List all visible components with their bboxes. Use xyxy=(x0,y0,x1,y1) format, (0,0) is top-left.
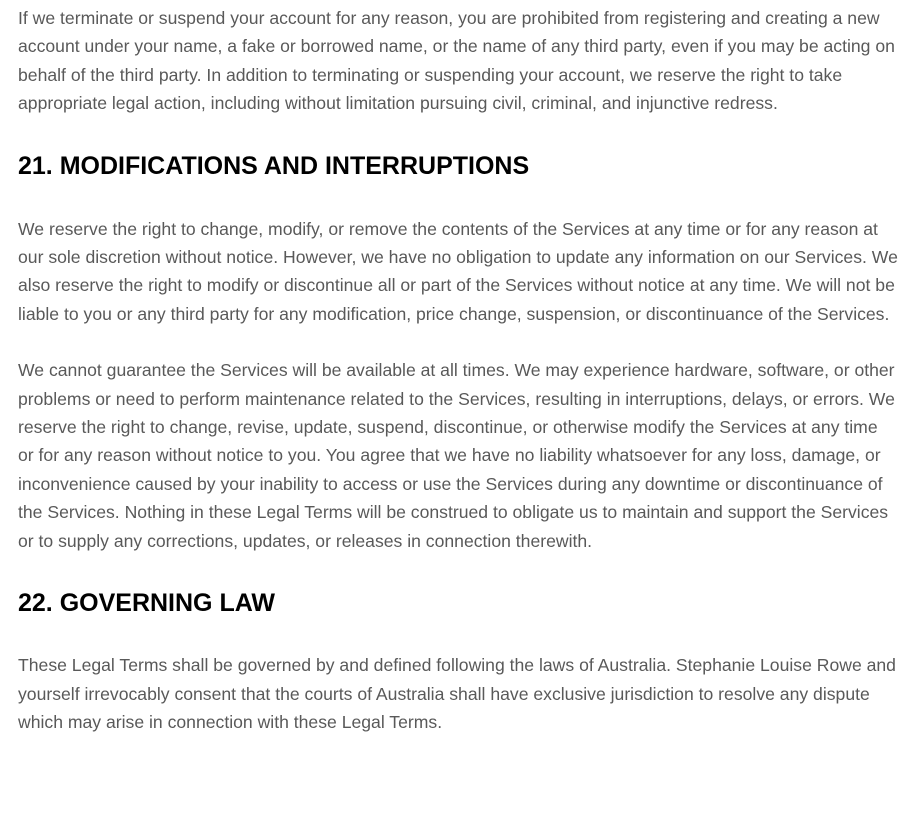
modifications-paragraph: We reserve the right to change, modify, or remove the contents of the Services at any time or for any reason at our sole discretion without notice. However, we have no obligation to update any information on our Services. We also reserve the right to modify or discontinue all or part of the Services without notice at any time. We will not be liable to you or any third party for any modification, price change, suspension, or discontinuance of the Services. xyxy=(18,218,898,324)
governing-law-paragraph: These Legal Terms shall be governed by and defined following the laws of Australia. Stephanie Louise Rowe and yourself irrevocably consent that the courts of Australia shall have exclusive jurisdiction to resolve any dispute which may arise in connection with these Legal Terms. xyxy=(18,655,896,732)
section-22-heading: 22. GOVERNING LAW xyxy=(18,589,275,618)
termination-paragraph: If we terminate or suspend your account for any reason, you are prohibited from registering and creating a new account under your name, a fake or borrowed name, or the name of any third party, even if you may be acting on behalf of the third party. In addition to terminating or suspending your account, we reserve the right to take appropriate legal action, including without limitation pursuing civil, criminal, and injunctive redress. xyxy=(18,8,895,114)
section-21-heading: 21. MODIFICATIONS AND INTERRUPTIONS xyxy=(18,151,530,180)
interruptions-paragraph: We cannot guarantee the Services will be available at all times. We may experience hardware, software, or other problems or need to perform maintenance related to the Services, resulting in interruptions, delays, or errors. We reserve the right to change, revise, update, suspend, discontinue, or otherwise modify the Services at any time or for any reason without notice to you. You agree that we have no liability whatsoever for any loss, damage, or inconvenience caused by your inability to access or use the Services during any downtime or discontinuance of the Services. Nothing in these Legal Terms will be construed to obligate us to maintain and support the Services or to supply any corrections, updates, or releases in connection therewith. xyxy=(18,360,895,551)
legal-terms-content xyxy=(18,4,898,736)
